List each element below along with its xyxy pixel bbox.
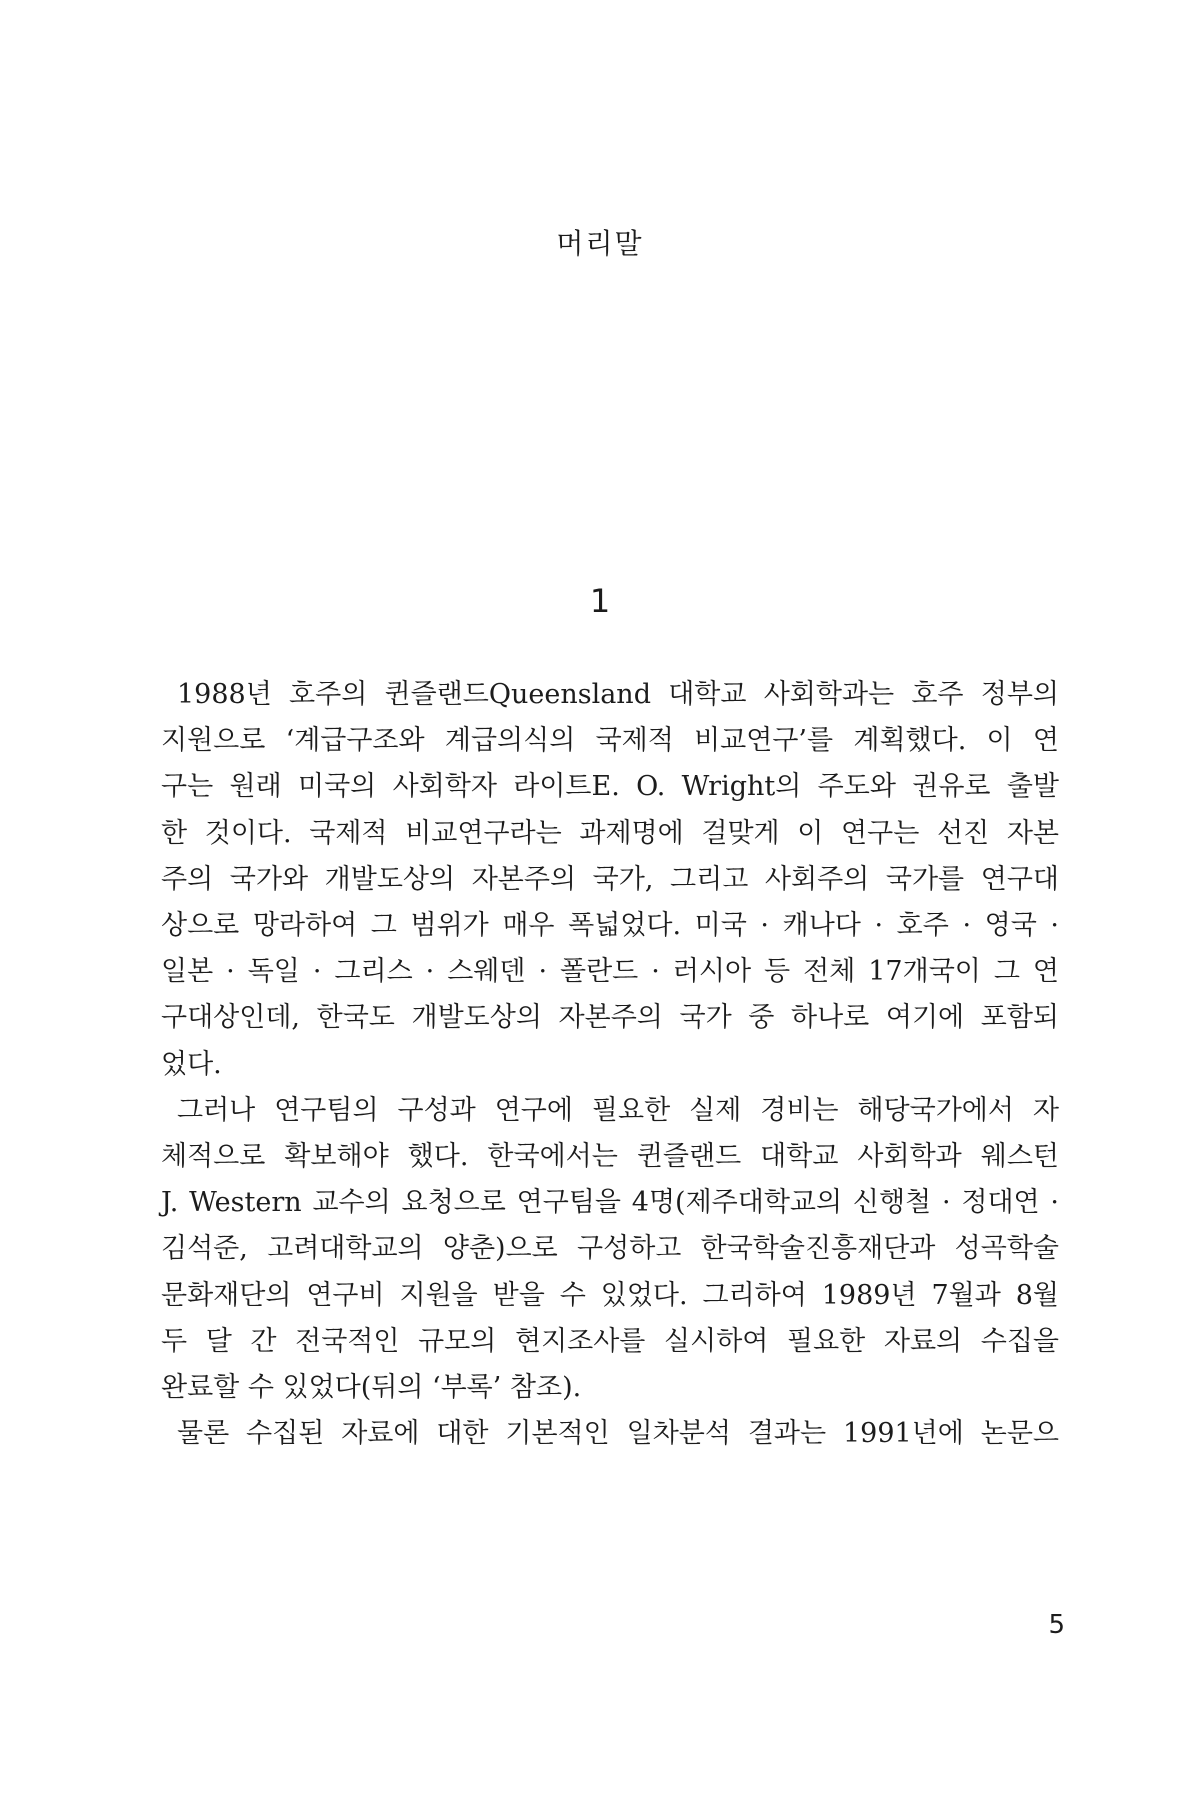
text-line: 체적으로 확보해야 했다. 한국에서는 퀸즐랜드 대학교 사회학과 웨스턴 xyxy=(161,1141,1059,1173)
text-line: 구대상인데, 한국도 개발도상의 자본주의 국가 중 하나로 여기에 포함되 xyxy=(161,1002,1059,1034)
text-line: 주의 국가와 개발도상의 자본주의 국가, 그리고 사회주의 국가를 연구대 xyxy=(161,863,1059,895)
text-line: 일본 · 독일 · 그리스 · 스웨덴 · 폴란드 · 러시아 등 전체 17개국이 그 연 xyxy=(161,956,1059,988)
paragraph xyxy=(161,1411,1059,1457)
text-line: 두 달 간 전국적인 규모의 현지조사를 실시하여 필요한 자료의 수집을 xyxy=(161,1325,1059,1357)
paragraph xyxy=(161,1088,1059,1411)
text-line: 한 것이다. 국제적 비교연구라는 과제명에 걸맞게 이 연구는 선진 자본 xyxy=(161,817,1059,849)
text-line: 문화재단의 연구비 지원을 받을 수 있었다. 그리하여 1989년 7월과 8월 xyxy=(161,1279,1059,1311)
text-line: 1988년 호주의 퀸즐랜드Queensland 대학교 사회학과는 호주 정부의 xyxy=(177,679,1059,710)
body-text xyxy=(161,672,1059,1457)
section-number: 1 xyxy=(589,582,611,620)
text-line: J. Western 교수의 요청으로 연구팀을 4명(제주대학교의 신행철 · 정대연 · xyxy=(161,1187,1059,1219)
page-number: 5 xyxy=(1048,1610,1065,1640)
text-line: 상으로 망라하여 그 범위가 매우 폭넓었다. 미국 · 캐나다 · 호주 · 영국 · xyxy=(161,910,1059,942)
text-line: 구는 원래 미국의 사회학자 라이트E. O. Wright의 주도와 권유로 출발 xyxy=(161,771,1059,803)
paragraph xyxy=(161,672,1059,1088)
page-title: 머리말 xyxy=(556,227,644,260)
text-line: 그러나 연구팀의 구성과 연구에 필요한 실제 경비는 해당국가에서 자 xyxy=(177,1094,1059,1126)
text-line: 지원으로 ‘계급구조와 계급의식의 국제적 비교연구’를 계획했다. 이 연 xyxy=(161,725,1059,757)
text-line: 었다. xyxy=(161,1048,222,1080)
text-line: 완료할 수 있었다(뒤의 ‘부록’ 참조). xyxy=(161,1372,582,1404)
text-line: 김석준, 고려대학교의 양춘)으로 구성하고 한국학술진흥재단과 성곡학술 xyxy=(161,1233,1059,1265)
text-line: 물론 수집된 자료에 대한 기본적인 일차분석 결과는 1991년에 논문으 xyxy=(177,1418,1059,1450)
